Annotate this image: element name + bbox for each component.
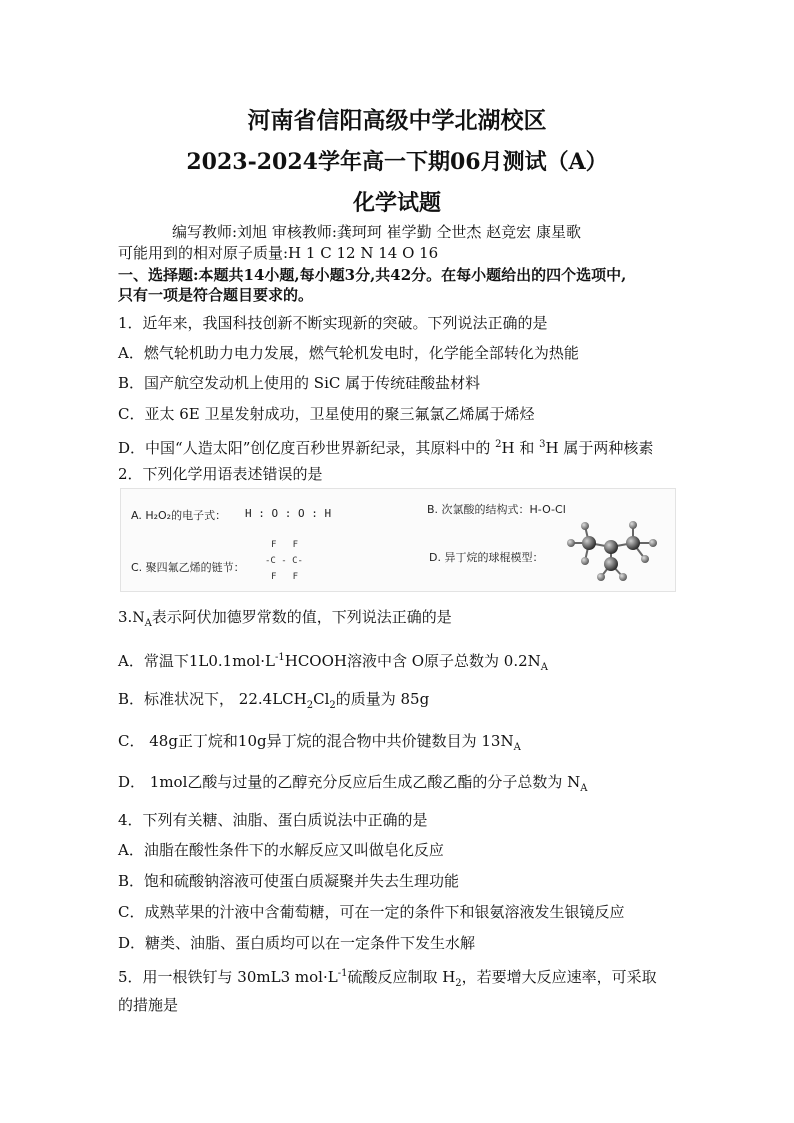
q1-d-text3: H 属于两种核素 (545, 439, 654, 457)
section1-heading-line2: 只有一项是符合题目要求的。 (118, 286, 314, 304)
q1-option-b: B．国产航空发动机上使用的 SiC 属于传统硅酸盐材料 (118, 374, 481, 392)
q5-text3: ，若要增大反应速率，可采取 (461, 968, 657, 986)
atomic-masses-line: 可能用到的相对原子质量:H 1 C 12 N 14 O 16 (118, 244, 439, 262)
q3-option-b (118, 689, 429, 716)
q3-b-sub2: 2 (329, 700, 336, 711)
q2-stem: 2．下列化学用语表述错误的是 (118, 465, 323, 483)
q5-sub: 2 (455, 978, 462, 989)
q1-d-text2: H 和 (501, 439, 540, 457)
q3-b-text1: B．标准状况下， 22.4LCH (118, 690, 307, 708)
q3-a-sub: A (540, 662, 549, 673)
q4-option-a: A．油脂在酸性条件下的水解反应又叫做皂化反应 (118, 841, 444, 859)
subject-title: 化学试题 (352, 190, 441, 216)
q3-stem-sub: A (144, 618, 152, 629)
q3-b-sub1: 2 (306, 700, 314, 711)
q2-option-d-label: D. 异丁烷的球棍模型： (429, 551, 544, 564)
q3-option-c (118, 731, 521, 758)
q1-option-a: A．燃气轮机助力电力发展，燃气轮机发电时，化学能全部转化为热能 (118, 344, 579, 362)
q2-chain-bot: F F (271, 572, 299, 582)
q3-d-text: D． 1mol乙酸与过量的乙醇充分反应后生成乙酸乙酯的分子总数为 N (118, 773, 581, 791)
q5-stem-line1 (118, 964, 657, 994)
q5-stem-line2: 的措施是 (118, 996, 179, 1014)
authors-line: 编写教师:刘旭 审核教师:龚珂珂 崔学勤 仝世杰 赵竞宏 康星歌 (172, 223, 581, 241)
q3-d-sub: A (580, 783, 588, 794)
q3-option-d (118, 772, 588, 799)
q3-a-text1: A．常温下1L0.1mol·L (118, 652, 275, 670)
q1-option-d (118, 435, 653, 458)
q5-text1: 5．用一根铁钉与 30mL3 mol·L (118, 968, 338, 986)
q2-option-a-formula: H : O : O : H (245, 507, 332, 520)
section1-heading-line1: 一、选择题:本题共14小题,每小题3分,共42分。在每小题给出的四个选项中, (118, 266, 627, 284)
school-title: 河南省信阳高级中学北湖校区 (247, 107, 547, 134)
q1-option-c: C．亚太 6E 卫星发射成功，卫星使用的聚三氟氯乙烯属于烯烃 (118, 405, 535, 423)
q3-b-text3: 的质量为 85g (335, 690, 430, 708)
q2-option-b-label: B. 次氯酸的结构式：H-O-Cl (427, 503, 566, 516)
q3-b-text2: Cl (313, 690, 330, 708)
q2-option-c-label: C. 聚四氟乙烯的链节： (131, 561, 245, 574)
q4-stem: 4．下列有关糖、油脂、蛋白质说法中正确的是 (118, 811, 428, 829)
q2-chain-top: F F (271, 540, 299, 550)
q3-stem (118, 607, 452, 634)
q3-stem-text: 表示阿伏加德罗常数的值，下列说法正确的是 (151, 608, 452, 626)
q3-a-text2: HCOOH溶液中含 O原子总数为 0.2N (284, 652, 541, 670)
q1-d-sup1: 2 (495, 439, 502, 450)
q3-a-sup: -1 (274, 652, 285, 663)
q2-options-figure (120, 488, 676, 592)
q1-d-text1: D．中国“人造太阳”创亿度百秒世界新纪录，其原料中的 (118, 439, 496, 457)
q3-stem-n: N (132, 610, 145, 626)
q1-d-sup2: 3 (539, 439, 546, 450)
q2-option-a-label: A. H₂O₂的电子式： (131, 509, 227, 522)
exam-title: 2023-2024学年高一下期06月测试（A） (186, 149, 608, 175)
isobutane-ball-stick-model (561, 519, 661, 585)
q3-c-sub: A (513, 742, 521, 753)
q3-stem-prefix: 3. (118, 608, 133, 626)
q5-text2: 硫酸反应制取 H (347, 968, 456, 986)
q5-sup: -1 (337, 968, 348, 979)
q3-c-text: C． 48g正丁烷和10g异丁烷的混合物中共价键数目为 13N (118, 732, 514, 750)
q4-option-c: C．成熟苹果的汁液中含葡萄糖，可在一定的条件下和银氨溶液发生银镜反应 (118, 903, 625, 921)
q4-option-d: D．糖类、油脂、蛋白质均可以在一定条件下发生水解 (118, 934, 476, 952)
q1-stem: 1．近年来，我国科技创新不断实现新的突破。下列说法正确的是 (118, 314, 548, 332)
q3-option-a (118, 648, 548, 678)
q2-chain-mid: -C - C- (265, 556, 303, 566)
q4-option-b: B．饱和硫酸钠溶液可使蛋白质凝聚并失去生理功能 (118, 872, 460, 890)
